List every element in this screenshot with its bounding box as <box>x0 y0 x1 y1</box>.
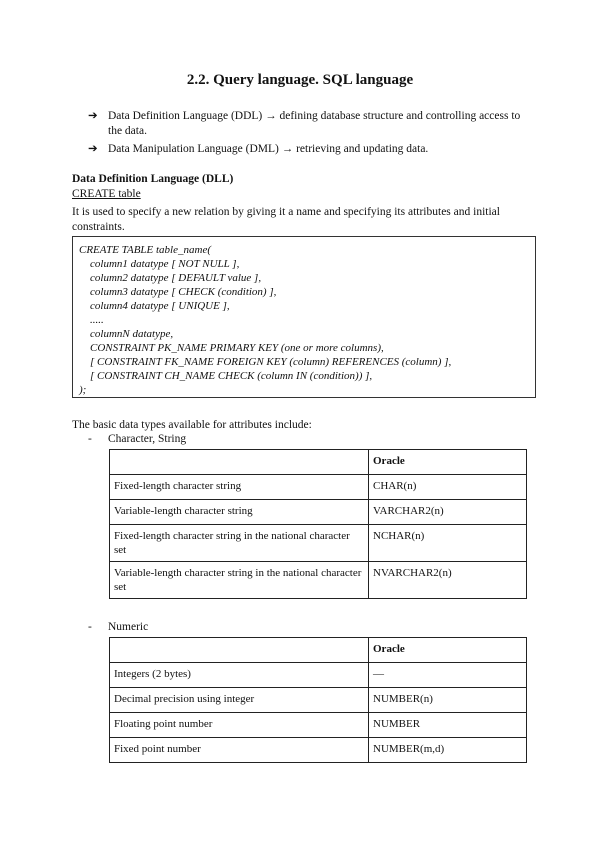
header-cell: Oracle <box>369 450 527 475</box>
character-types-table <box>109 449 527 599</box>
table-row <box>110 500 527 525</box>
code-line: column1 datatype [ NOT NULL ], <box>79 258 240 270</box>
code-line: ); <box>79 384 87 396</box>
section-heading: Data Definition Language (DLL) <box>72 173 234 185</box>
header-cell <box>110 450 369 475</box>
dash-bullet: - <box>88 621 92 633</box>
code-line: CREATE TABLE table_name( <box>79 244 211 256</box>
table-header-row <box>110 638 527 663</box>
table-cell: Fixed point number <box>110 738 369 763</box>
table-header-row <box>110 450 527 475</box>
table-cell: Floating point number <box>110 713 369 738</box>
table-cell: CHAR(n) <box>369 475 527 500</box>
page-title: 2.2. Query language. SQL language <box>186 72 414 88</box>
code-block <box>72 236 536 398</box>
arrow-icon: ➔ <box>88 110 98 122</box>
code-line: [ CONSTRAINT CH_NAME CHECK (column IN (condition)) ], <box>79 370 373 382</box>
arrow-icon: ➔ <box>88 143 98 155</box>
table-row <box>110 562 527 599</box>
bullet-item <box>88 109 528 139</box>
table-cell: NUMBER <box>369 713 527 738</box>
table-cell: NVARCHAR2(n) <box>369 562 527 599</box>
code-line: ..... <box>79 314 104 326</box>
table-cell: Fixed-length character string in the national character set <box>110 525 369 562</box>
table-cell: Integers (2 bytes) <box>110 663 369 688</box>
table-cell: VARCHAR2(n) <box>369 500 527 525</box>
table-cell: Variable-length character string <box>110 500 369 525</box>
numeric-types-table <box>109 637 527 763</box>
table-cell: Fixed-length character string <box>110 475 369 500</box>
bullet-text: Data Manipulation Language (DML) → retrieving and updating data. <box>108 143 429 155</box>
table-cell: Variable-length character string in the national character set <box>110 562 369 599</box>
subsection-heading: CREATE table <box>72 188 141 200</box>
table-row <box>110 688 527 713</box>
header-cell: Oracle <box>369 638 527 663</box>
table-row <box>110 525 527 562</box>
code-line: column3 datatype [ CHECK (condition) ], <box>79 286 277 298</box>
table-cell: NUMBER(m,d) <box>369 738 527 763</box>
table-row <box>110 475 527 500</box>
code-line: [ CONSTRAINT FK_NAME FOREIGN KEY (column) REFERENCES (column) ], <box>79 356 452 368</box>
bullet-item <box>88 142 528 157</box>
table-row <box>110 663 527 688</box>
bullet-text: Data Definition Language (DDL) → defining database structure and controlling access to the data. <box>108 110 521 137</box>
list-item-numeric <box>88 621 148 633</box>
table-cell: Decimal precision using integer <box>110 688 369 713</box>
list-item-character <box>88 433 186 445</box>
table-row <box>110 713 527 738</box>
types-intro: The basic data types available for attributes include: <box>72 419 312 431</box>
code-line: column2 datatype [ DEFAULT value ], <box>79 272 262 284</box>
dash-bullet: - <box>88 433 92 445</box>
code-line: column4 datatype [ UNIQUE ], <box>79 300 230 312</box>
table-row <box>110 738 527 763</box>
table-cell: NUMBER(n) <box>369 688 527 713</box>
section-paragraph: It is used to specify a new relation by giving it a name and specifying its attributes and initial constraints. <box>72 206 500 233</box>
list-item-label: Numeric <box>108 621 149 633</box>
code-line: columnN datatype, <box>79 328 174 340</box>
list-item-label: Character, String <box>108 433 187 445</box>
table-cell: — <box>369 663 527 688</box>
bullet-list <box>88 109 528 160</box>
table-cell: NCHAR(n) <box>369 525 527 562</box>
header-cell <box>110 638 369 663</box>
code-line: CONSTRAINT PK_NAME PRIMARY KEY (one or more columns), <box>79 342 384 354</box>
